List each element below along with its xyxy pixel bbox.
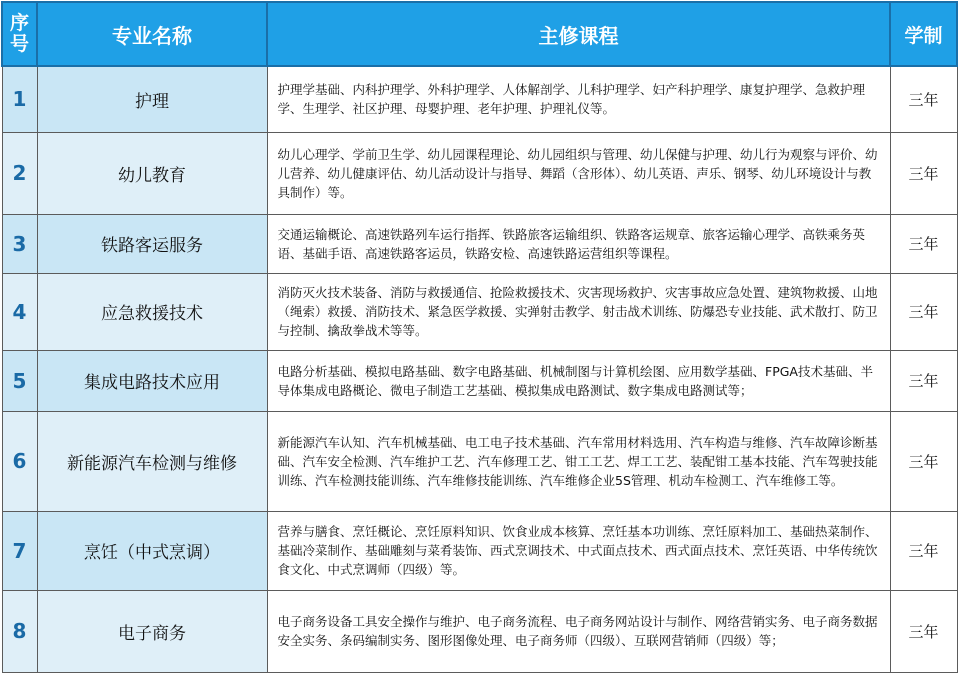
- table-row: [2, 66, 957, 132]
- table-row: [2, 411, 957, 511]
- row-number: 6: [2, 411, 37, 511]
- major-name: 铁路客运服务: [37, 214, 267, 273]
- row-number: 2: [2, 132, 37, 214]
- major-duration: 三年: [890, 132, 957, 214]
- major-name: 护理: [37, 66, 267, 132]
- major-courses: 幼儿心理学、学前卫生学、幼儿园课程理论、幼儿园组织与管理、幼儿保健与护理、幼儿行为观察与评价、幼儿营养、幼儿健康评估、幼儿活动设计与指导、舞蹈（含形体）、幼儿英语、声乐、钢琴、幼儿环境设计与教具制作）等。: [267, 132, 890, 214]
- table-row: [2, 590, 957, 672]
- major-courses: 电路分析基础、模拟电路基础、数字电路基础、机械制图与计算机绘图、应用数学基础、FPGA技术基础、半导体集成电路概论、微电子制造工艺基础、模拟集成电路测试、数字集成电路测试等；: [267, 350, 890, 411]
- major-courses: 交通运输概论、高速铁路列车运行指挥、铁路旅客运输组织、铁路客运规章、旅客运输心理学、高铁乘务英语、基础手语、高速铁路客运员，铁路安检、高速铁路运营组织等课程。: [267, 214, 890, 273]
- major-duration: 三年: [890, 511, 957, 590]
- row-number: 3: [2, 214, 37, 273]
- major-duration: 三年: [890, 214, 957, 273]
- header-duration: 学制: [890, 2, 957, 66]
- majors-table: [1, 1, 958, 673]
- table-row: [2, 511, 957, 590]
- table-row: [2, 273, 957, 350]
- table-row: [2, 132, 957, 214]
- row-number: 8: [2, 590, 37, 672]
- major-name: 新能源汽车检测与维修: [37, 411, 267, 511]
- header-number: 序号: [2, 2, 37, 66]
- major-duration: 三年: [890, 66, 957, 132]
- major-duration: 三年: [890, 590, 957, 672]
- major-name: 幼儿教育: [37, 132, 267, 214]
- major-courses: 营养与膳食、烹饪概论、烹饪原料知识、饮食业成本核算、烹饪基本功训练、烹饪原料加工、基础热菜制作、基础冷菜制作、基础雕刻与菜肴装饰、西式烹调技术、中式面点技术、西式面点技术、烹饪英语、中华传统饮食文化、中式烹调师（四级）等。: [267, 511, 890, 590]
- major-courses: 新能源汽车认知、汽车机械基础、电工电子技术基础、汽车常用材料选用、汽车构造与维修、汽车故障诊断基础、汽车安全检测、汽车维护工艺、汽车修理工艺、钳工工艺、焊工工艺、装配钳工基本技能、汽车驾驶技能训练、汽车检测技能训练、汽车维修技能训练、汽车维修企业5S管理、机动车检测工、汽车维修工等。: [267, 411, 890, 511]
- major-name: 集成电路技术应用: [37, 350, 267, 411]
- header-major-name: 专业名称: [37, 2, 267, 66]
- table-row: [2, 214, 957, 273]
- major-courses: 消防灭火技术装备、消防与救援通信、抢险救援技术、灾害现场救护、灾害事故应急处置、建筑物救援、山地（绳索）救援、消防技术、紧急医学救援、实弹射击教学、射击战术训练、防爆恐专业技能、武术散打、防卫与控制、擒敌拳战术等等。: [267, 273, 890, 350]
- row-number: 5: [2, 350, 37, 411]
- major-courses: 电子商务设备工具安全操作与维护、电子商务流程、电子商务网站设计与制作、网络营销实务、电子商务数据安全实务、条码编制实务、图形图像处理、电子商务师（四级）、互联网营销师（四级）等；: [267, 590, 890, 672]
- row-number: 4: [2, 273, 37, 350]
- major-name: 电子商务: [37, 590, 267, 672]
- table-header-row: [2, 2, 957, 66]
- major-duration: 三年: [890, 411, 957, 511]
- major-name: 烹饪（中式烹调）: [37, 511, 267, 590]
- header-main-courses: 主修课程: [267, 2, 890, 66]
- table-row: [2, 350, 957, 411]
- major-duration: 三年: [890, 350, 957, 411]
- major-courses: 护理学基础、内科护理学、外科护理学、人体解剖学、儿科护理学、妇产科护理学、康复护理学、急救护理学、生理学、社区护理、母婴护理、老年护理、护理礼仪等。: [267, 66, 890, 132]
- row-number: 7: [2, 511, 37, 590]
- major-name: 应急救援技术: [37, 273, 267, 350]
- major-duration: 三年: [890, 273, 957, 350]
- row-number: 1: [2, 66, 37, 132]
